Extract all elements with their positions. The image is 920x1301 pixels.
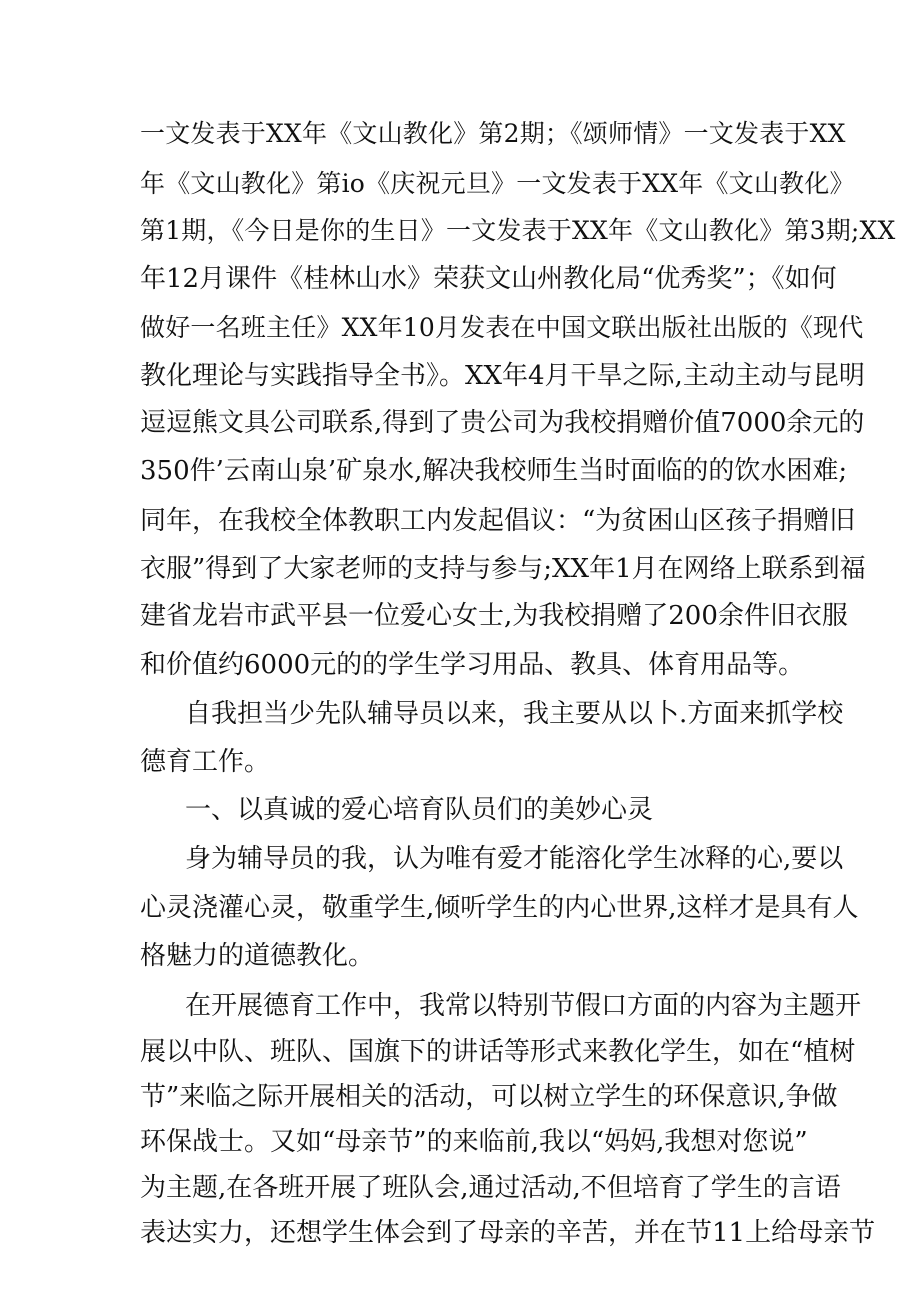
- text-line: 教化理论与实践指导全书》。XX年4月干旱之际,主动主动与昆明: [140, 361, 865, 391]
- text-line: 350件’云南山泉’矿泉水,解决我校师生当时面临的的饮水困难;: [140, 456, 848, 486]
- paragraph-first-line: 身为辅导员的我，认为唯有爱才能溶化学生冰释的心,要以: [185, 844, 844, 874]
- text-line: 衣服”得到了大家老师的支持与参与;XX年1月在网络上联系到福: [140, 554, 866, 584]
- text-line: 节”来临之际开展相关的活动，可以树立学生的环保意识,争做: [140, 1082, 838, 1112]
- text-line: 同年，在我校全体教职工内发起倡议：“为贫困山区孩子捐赠旧: [140, 506, 856, 536]
- text-line: 为主题,在各班开展了班队会,通过活动,不但培育了学生的言语: [140, 1173, 841, 1203]
- section-heading: 一、以真诚的爱心培育队员们的美妙心灵: [185, 795, 654, 825]
- text-line: 表达实力，还想学生体会到了母亲的辛苦，并在节11上给母亲节: [140, 1218, 876, 1248]
- text-line: 德育工作。: [140, 747, 271, 777]
- text-line: 展以中队、班队、国旗下的讲话等形式来教化学生，如在“植树: [140, 1037, 856, 1067]
- text-line: 环保战士。又如“母亲节”的来临前,我以“妈妈,我想对您说”: [140, 1127, 808, 1157]
- paragraph-first-line: 在开展德育工作中，我常以特别节假口方面的内容为主题开: [185, 991, 862, 1021]
- text-line: 年12月课件《桂林山水》荣获文山州教化局“优秀奖”；《如何: [140, 264, 837, 294]
- text-line: 建省龙岩市武平县一位爱心女士,为我校捐赠了200余件旧衣服: [140, 601, 848, 631]
- text-line: 逗逗熊文具公司联系,得到了贵公司为我校捐赠价值7000余元的: [140, 408, 865, 438]
- text-line: 格魅力的道德教化。: [140, 941, 375, 971]
- text-line: 和价值约6000元的的学生学习用品、教具、体育用品等。: [140, 650, 805, 680]
- text-line: 一文发表于XX年《文山教化》第2期；《颂师情》一文发表于XX: [140, 119, 846, 148]
- text-line: 做好一名班主任》XX年10月发表在中国文联出版社出版的《现代: [140, 313, 864, 342]
- paragraph-first-line: 自我担当少先队辅导员以来，我主要从以卜.方面来抓学校: [185, 699, 844, 729]
- text-line: 第1期，《今日是你的生日》一文发表于XX年《文山教化》第3期;XX: [140, 216, 896, 245]
- text-line: 心灵浇灌心灵，敬重学生,倾听学生的内心世界,这样才是具有人: [140, 893, 859, 923]
- text-line: 年《文山教化》第io《庆祝元旦》一文发表于XX年《文山教化》: [140, 169, 855, 198]
